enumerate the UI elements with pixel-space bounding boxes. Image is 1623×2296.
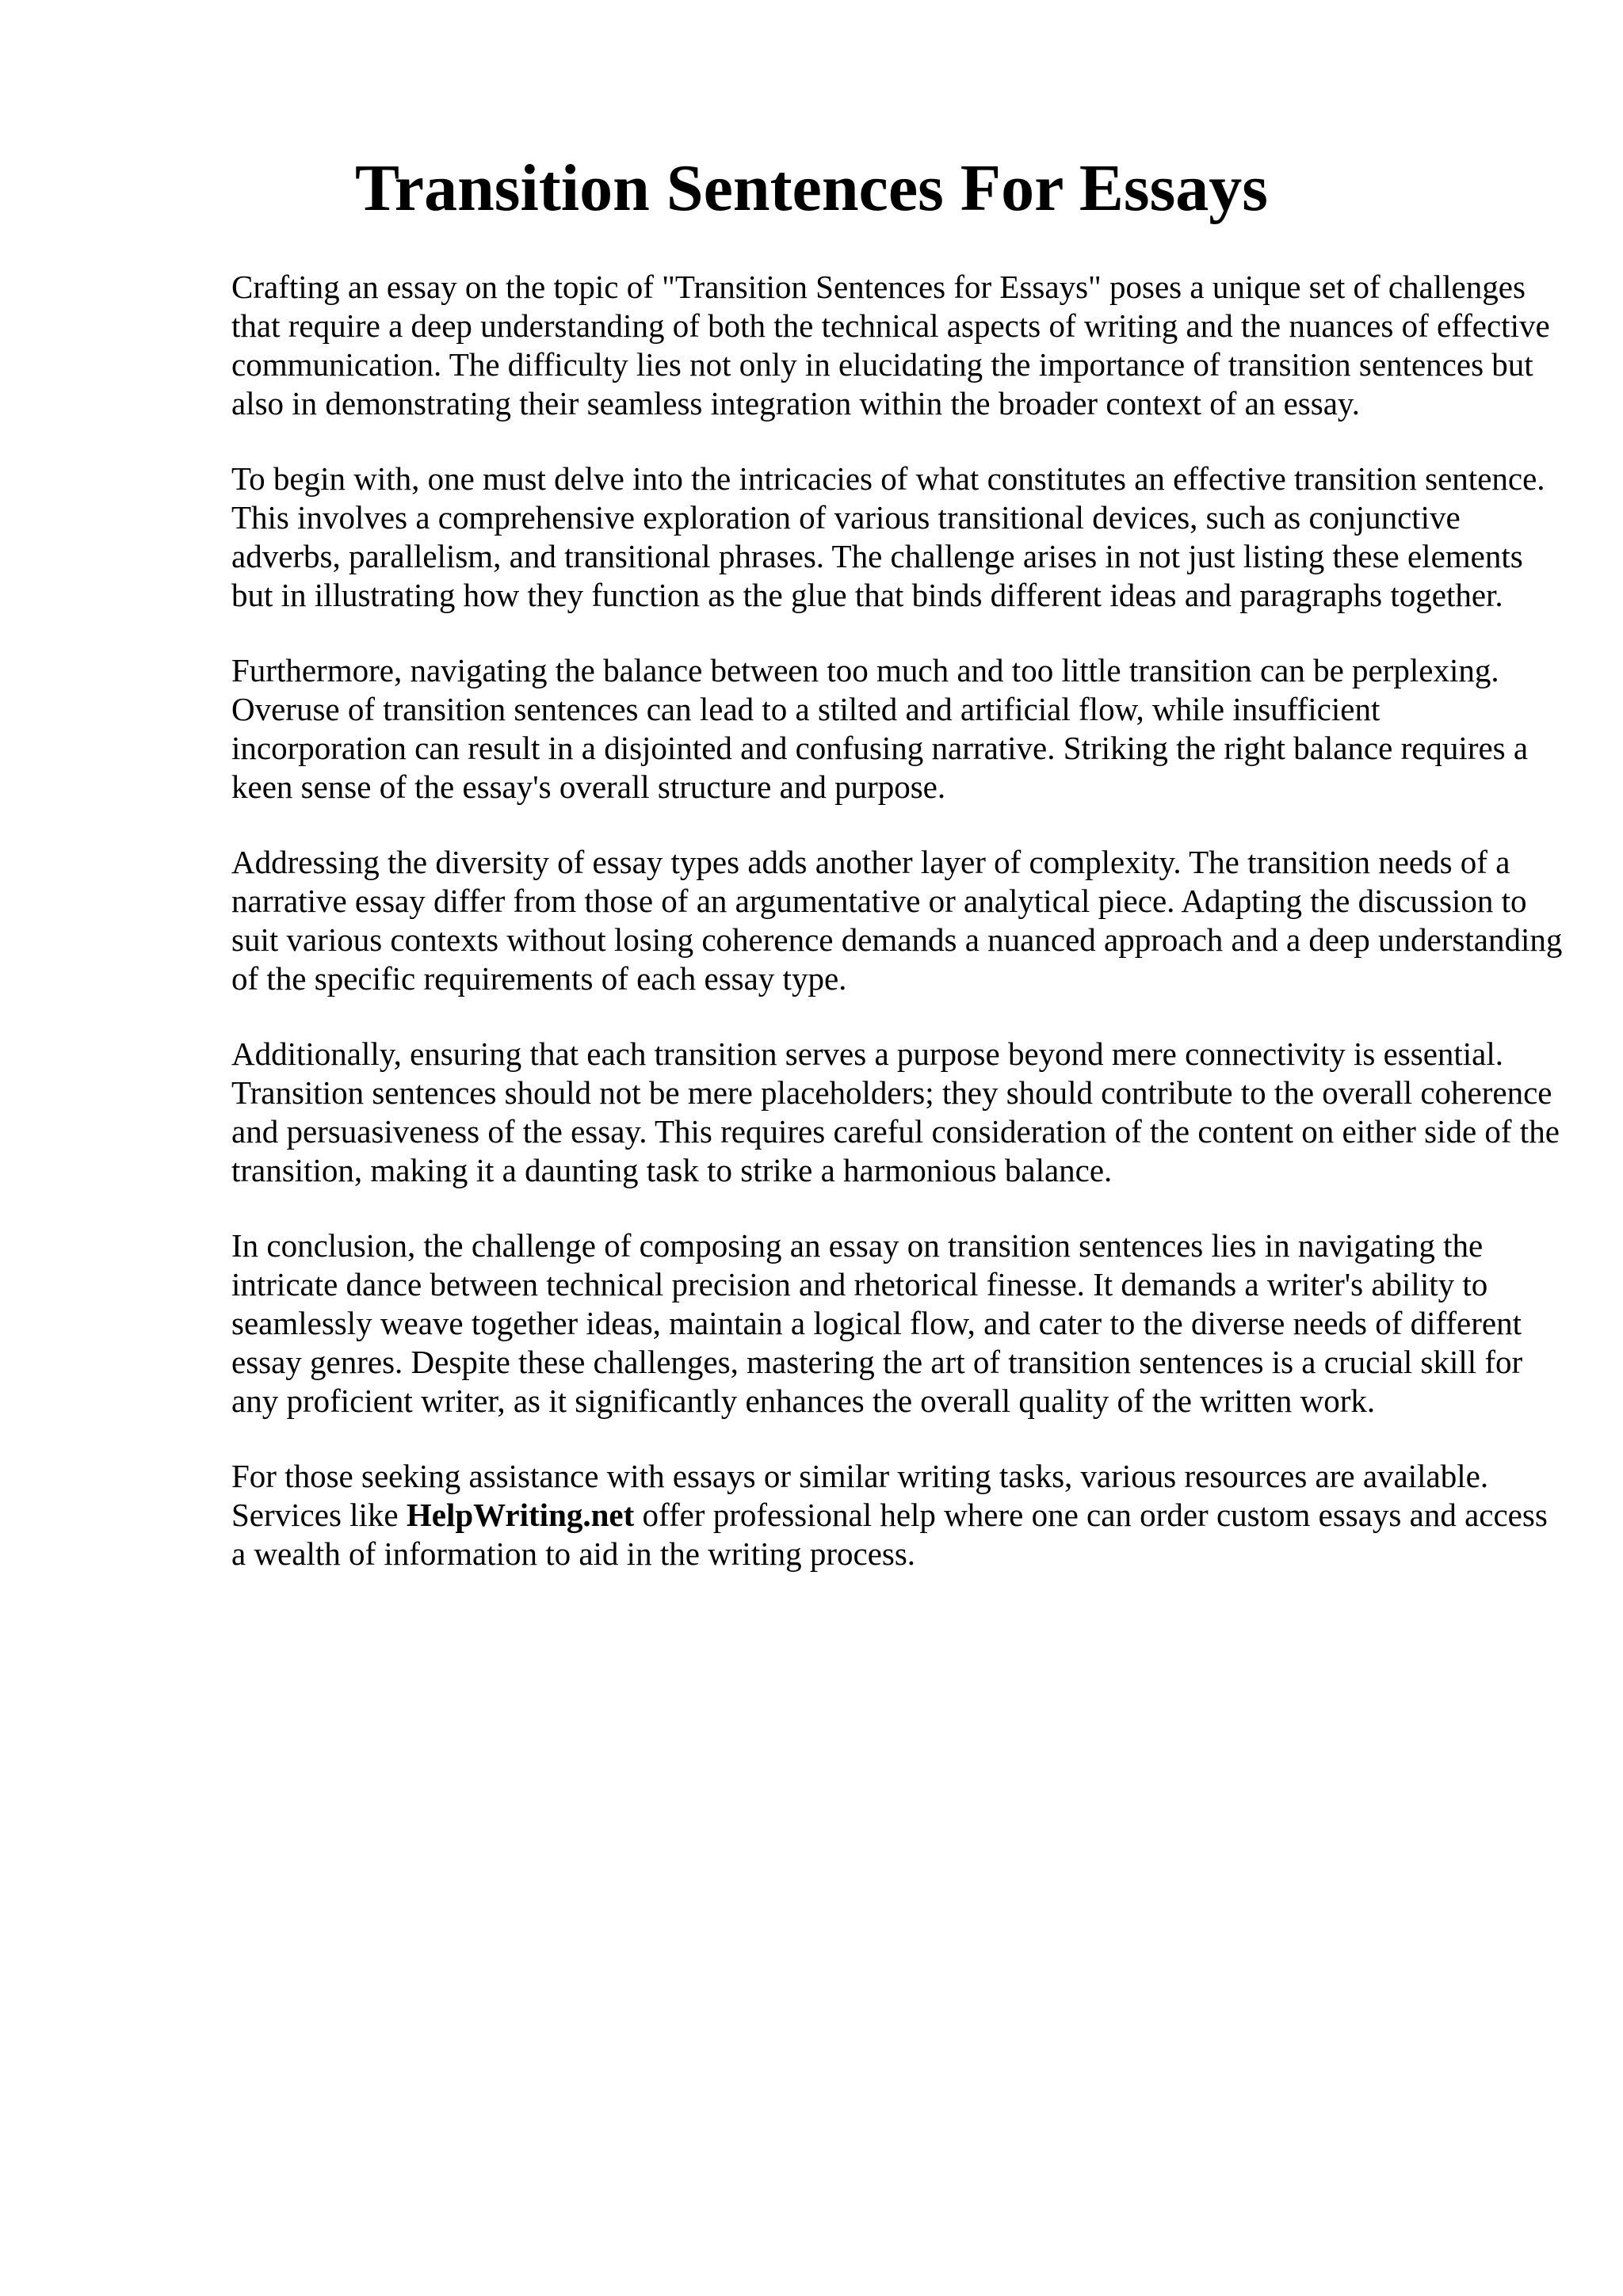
paragraph-1: Crafting an essay on the topic of "Transition Sentences for Essays" poses a unique set of challenges that require a deep understanding of both the technical aspects of writing and the nuances of effective communication. The difficulty lies not only in elucidating the importance of transition sentences but also in demonstrating their seamless integration within the broader context of an essay. (231, 269, 1550, 421)
closing-paragraph (231, 1457, 1563, 1573)
closing-text-start: For those seeking assistance with essays or similar writing tasks, various resources are available. Services like (231, 1458, 1489, 1533)
paragraph-4: Addressing the diversity of essay types adds another layer of complexity. The transition needs of a narrative essay differ from those of an argumentative or analytical piece. Adapting the discussion to suit various contexts without losing coherence demands a nuanced approach and a deep understanding of the specific requirements of each essay type. (231, 844, 1563, 997)
helpwriting-name: HelpWriting.net (406, 1497, 635, 1533)
paragraph-6: In conclusion, the challenge of composing an essay on transition sentences lies in navigating the intricate dance between technical precision and rhetorical finesse. It demands a writer's ability to seamlessly weave together ideas, maintain a logical flow, and cater to the diverse needs of different essay genres. Despite these challenges, mastering the art of transition sentences is a crucial skill for any proficient writer, as it significantly enhances the overall quality of the written work. (231, 1227, 1523, 1419)
paragraph-5: Additionally, ensuring that each transition serves a purpose beyond mere connectivity is essential. Transition sentences should not be mere placeholders; they should contribute to the overall coherence and persuasiveness of the essay. This requires careful consideration of the content on either side of the transition, making it a daunting task to strike a harmonious balance. (231, 1035, 1560, 1188)
closing-text-end: offer professional help where one can order custom essays and access a wealth of information to aid in the writing process. (231, 1497, 1548, 1572)
paragraph-2: To begin with, one must delve into the intricacies of what constitutes an effective transition sentence. This involves a comprehensive exploration of various transitional devices, such as conjunctive adverbs, parallelism, and transitional phrases. The challenge arises in not just listing these elements but in illustrating how they function as the glue that binds different ideas and paragraphs together. (231, 460, 1545, 613)
paragraph-3: Furthermore, navigating the balance between too much and too little transition can be perplexing. Overuse of transition sentences can lead to a stilted and artificial flow, while insufficient incorporation can result in a disjointed and confusing narrative. Striking the right balance requires a keen sense of the essay's overall structure and purpose. (231, 652, 1529, 805)
essay-body (231, 268, 1563, 1610)
page-title: Transition Sentences For Essays (355, 151, 1268, 225)
